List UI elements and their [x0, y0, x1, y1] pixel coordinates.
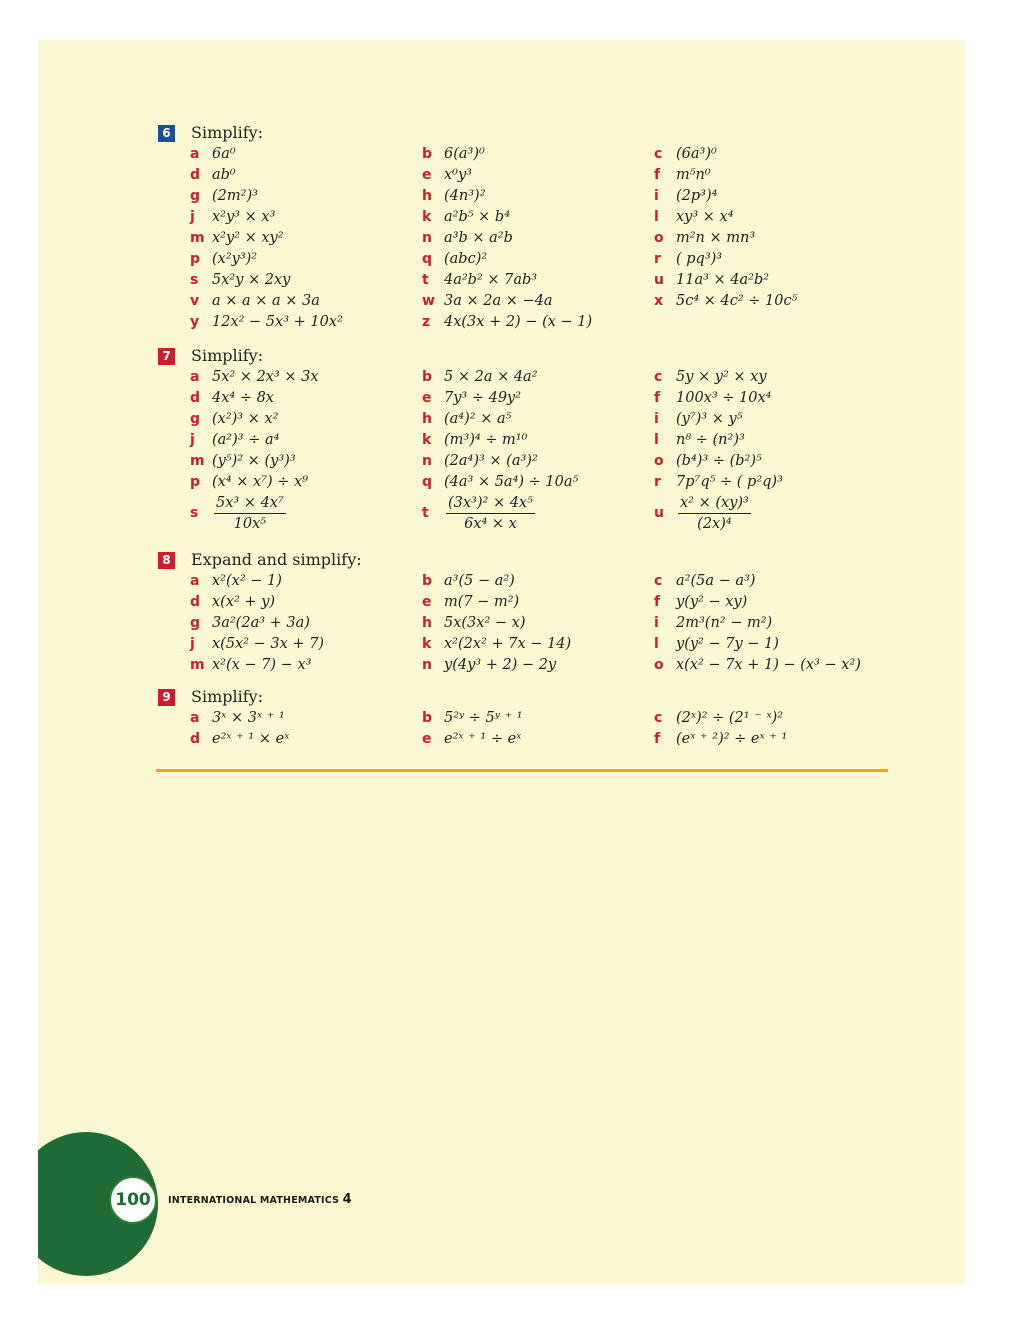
exercise-item-l [654, 634, 779, 655]
item-expression: 4a²b² × 7ab³ [444, 272, 538, 288]
fraction-row [158, 493, 898, 537]
exercise-item-c [654, 571, 755, 592]
item-expression: (a²)³ ÷ a⁴ [212, 432, 280, 448]
question-number-9: 9 [158, 689, 175, 706]
exercise-item-c [654, 708, 783, 729]
exercise-item-l [654, 207, 734, 228]
exercise-item-o [654, 655, 861, 676]
exercise-item-r [654, 472, 783, 493]
item-expression: (2p³)⁴ [676, 188, 718, 204]
item-label: f [654, 167, 661, 183]
item-expression: x(x² + y) [212, 594, 276, 610]
item-label: h [422, 411, 432, 427]
question-8 [158, 549, 898, 676]
item-expression: x²(x² − 1) [212, 573, 282, 589]
item-expression: 2m³(n² − m²) [676, 615, 773, 631]
item-expression: a × a × a × 3a [212, 293, 320, 309]
item-expression: (4n³)² [444, 188, 486, 204]
exercise-item-g [190, 613, 310, 634]
item-label: a [190, 573, 200, 589]
item-label: q [422, 474, 433, 490]
item-expression: (b⁴)³ ÷ (b²)⁵ [676, 453, 762, 469]
item-expression: xy³ × x⁴ [676, 209, 734, 225]
exercise-item-m [190, 655, 311, 676]
item-row [158, 592, 898, 613]
exercise-item-e [422, 165, 472, 186]
item-label: i [654, 188, 659, 204]
item-label: i [654, 411, 659, 427]
item-expression: x⁰y³ [444, 167, 472, 183]
item-label: e [422, 167, 432, 183]
item-row [158, 291, 898, 312]
item-expression: a²(5a − a³) [676, 573, 756, 589]
item-label: d [190, 594, 201, 610]
fraction [214, 493, 286, 534]
book-volume: 4 [342, 1192, 352, 1207]
item-row [158, 472, 898, 493]
item-label: m [190, 230, 205, 246]
item-label: x [654, 293, 664, 309]
item-label: u [654, 272, 664, 288]
exercise-item-b [422, 571, 515, 592]
item-label: j [190, 432, 195, 448]
exercise-item-f [654, 729, 787, 750]
item-label: l [654, 432, 659, 448]
item-row [158, 144, 898, 165]
exercise-item-f [654, 165, 711, 186]
question-items [158, 367, 898, 493]
question-items [158, 144, 898, 333]
item-expression: 5c⁴ × 4c² ÷ 10c⁵ [676, 293, 798, 309]
item-expression: (x²y³)² [212, 251, 258, 267]
item-label: f [654, 594, 661, 610]
item-label: e [422, 594, 432, 610]
item-expression: ( pq³)³ [676, 251, 723, 267]
item-row [158, 409, 898, 430]
exercise-item-a [190, 367, 319, 388]
exercise-item-i [654, 409, 743, 430]
exercise-item-s [190, 270, 290, 291]
exercise-item-a [190, 708, 285, 729]
item-label: b [422, 573, 433, 589]
item-label: j [190, 209, 195, 225]
item-label: b [422, 146, 433, 162]
item-expression: 6(a³)⁰ [444, 146, 485, 162]
exercise-item-h [422, 186, 486, 207]
item-row [158, 451, 898, 472]
item-expression: (x²)³ × x² [212, 411, 279, 427]
denominator: 6x⁴ × x [464, 516, 517, 532]
item-label: n [422, 230, 432, 246]
item-label: o [654, 453, 664, 469]
item-label: b [422, 369, 433, 385]
question-header [158, 345, 898, 367]
page [38, 40, 965, 1284]
item-expression: a²b⁵ × b⁴ [444, 209, 511, 225]
item-row [158, 207, 898, 228]
item-row [158, 430, 898, 451]
question-number-8: 8 [158, 552, 175, 569]
item-expression: 100x³ ÷ 10x⁴ [676, 390, 772, 406]
exercise-item-c [654, 367, 767, 388]
item-label: i [654, 615, 659, 631]
denominator: 10x⁵ [233, 516, 267, 532]
question-number-6: 6 [158, 125, 175, 142]
item-expression: (eˣ ⁺ ²)² ÷ eˣ ⁺ ¹ [676, 731, 788, 747]
question-title: Expand and simplify: [191, 550, 362, 569]
item-row [158, 270, 898, 291]
item-label: b [422, 710, 433, 726]
exercise-item-d [190, 165, 236, 186]
exercise-item-k [422, 634, 571, 655]
item-row [158, 186, 898, 207]
question-title: Simplify: [191, 346, 264, 365]
item-expression: 11a³ × 4a²b² [676, 272, 770, 288]
item-expression: 7p⁷q⁵ ÷ ( p²q)³ [676, 474, 783, 490]
question-title: Simplify: [191, 687, 264, 706]
item-expression: 5x² × 2x³ × 3x [212, 369, 319, 385]
item-label: m [190, 453, 205, 469]
item-label: e [422, 390, 432, 406]
item-row [158, 571, 898, 592]
exercise-item-j [190, 634, 324, 655]
item-label: t [422, 505, 429, 521]
question-items [158, 571, 898, 676]
item-expression: 5x²y × 2xy [212, 272, 291, 288]
exercise-item-q [422, 472, 578, 493]
item-label: r [654, 474, 661, 490]
item-expression: y(y² − xy) [676, 594, 748, 610]
exercise-item-j [190, 207, 275, 228]
item-label: k [422, 636, 432, 652]
item-label: d [190, 731, 201, 747]
item-expression: 12x² − 5x³ + 10x² [212, 314, 343, 330]
item-expression: 4x⁴ ÷ 8x [212, 390, 274, 406]
question-title: Simplify: [191, 123, 264, 142]
item-row [158, 708, 898, 729]
exercise-item-e [422, 729, 521, 750]
item-label: m [190, 657, 205, 673]
page-number: 100 [109, 1176, 157, 1224]
item-expression: (m³)⁴ ÷ m¹⁰ [444, 432, 528, 448]
item-expression: 3a × 2a × −4a [444, 293, 553, 309]
item-expression: (6a³)⁰ [676, 146, 717, 162]
question-header [158, 122, 898, 144]
item-label: n [422, 453, 432, 469]
item-expression: 4x(3x + 2) − (x − 1) [444, 314, 593, 330]
item-expression: x(5x² − 3x + 7) [212, 636, 325, 652]
item-label: d [190, 390, 201, 406]
item-label: o [654, 657, 664, 673]
exercise-item-m [190, 228, 284, 249]
question-number-7: 7 [158, 348, 175, 365]
fraction [678, 493, 751, 534]
item-label: g [190, 411, 201, 427]
exercise-item-o [654, 451, 762, 472]
exercise-item-c [654, 144, 717, 165]
item-label: j [190, 636, 195, 652]
question-header [158, 686, 898, 708]
item-label: g [190, 615, 201, 631]
item-label: s [190, 505, 199, 521]
item-expression: x²(x − 7) − x³ [212, 657, 312, 673]
exercise-item-b [422, 708, 523, 729]
exercise-item-t [422, 270, 537, 291]
item-label: z [422, 314, 431, 330]
exercise-item-e [422, 388, 521, 409]
question-6 [158, 122, 898, 333]
exercise-item-f [654, 388, 771, 409]
item-label: k [422, 209, 432, 225]
item-label: e [422, 731, 432, 747]
item-expression: 5²ʸ ÷ 5ʸ ⁺ ¹ [444, 710, 523, 726]
exercise-item-n [422, 228, 513, 249]
exercise-item-w [422, 291, 553, 312]
item-label: n [422, 657, 432, 673]
item-expression: 3ˣ × 3ˣ ⁺ ¹ [212, 710, 285, 726]
item-expression: e²ˣ ⁺ ¹ ÷ eˣ [444, 731, 522, 747]
item-label: u [654, 505, 664, 521]
book-title-text: INTERNATIONAL MATHEMATICS [168, 1195, 340, 1206]
item-expression: 6a⁰ [212, 146, 236, 162]
item-expression: 5x(3x² − x) [444, 615, 526, 631]
item-expression: x(x² − 7x + 1) − (x³ − x²) [676, 657, 861, 673]
exercise-item-r [654, 249, 722, 270]
numerator: x² × (xy)³ [678, 493, 751, 514]
item-label: c [654, 369, 663, 385]
item-expression: x²y² × xy² [212, 230, 284, 246]
item-expression: a³(5 − a²) [444, 573, 515, 589]
question-items [158, 708, 898, 750]
exercise-item-g [190, 409, 278, 430]
item-expression: 5y × y² × xy [676, 369, 767, 385]
item-expression: y(y² − 7y − 1) [676, 636, 779, 652]
item-label: h [422, 615, 432, 631]
item-row [158, 367, 898, 388]
item-label: h [422, 188, 432, 204]
numerator: (3x³)² × 4x⁵ [446, 493, 535, 514]
exercise-item-k [422, 207, 510, 228]
item-row [158, 228, 898, 249]
item-label: v [190, 293, 200, 309]
item-label: a [190, 369, 200, 385]
item-expression: (2m²)³ [212, 188, 258, 204]
item-label: a [190, 146, 200, 162]
fraction [446, 493, 535, 534]
item-label: s [190, 272, 199, 288]
item-expression: x²(2x² + 7x − 14) [444, 636, 572, 652]
item-row [158, 634, 898, 655]
section-divider [156, 769, 888, 772]
exercise-item-h [422, 613, 525, 634]
exercise-item-o [654, 228, 755, 249]
item-label: g [190, 188, 201, 204]
item-label: a [190, 710, 200, 726]
exercise-item-p [190, 472, 308, 493]
book-title [168, 1192, 352, 1207]
exercise-item-e [422, 592, 519, 613]
exercise-item-q [422, 249, 487, 270]
exercise-item-d [190, 592, 275, 613]
exercise-item-m [190, 451, 296, 472]
item-expression: (2a⁴)³ × (a³)² [444, 453, 538, 469]
question-header [158, 549, 898, 571]
item-expression: y(4y³ + 2) − 2y [444, 657, 557, 673]
item-label: t [422, 272, 429, 288]
item-label: p [190, 474, 201, 490]
item-label: d [190, 167, 201, 183]
item-row [158, 729, 898, 750]
exercise-item-x [654, 291, 797, 312]
exercise-item-j [190, 430, 279, 451]
item-label: c [654, 146, 663, 162]
item-expression: x²y³ × x³ [212, 209, 276, 225]
item-label: l [654, 209, 659, 225]
item-label: o [654, 230, 664, 246]
exercise-item-d [190, 729, 289, 750]
question-7 [158, 345, 898, 537]
question-9 [158, 686, 898, 750]
exercise-item-n [422, 451, 538, 472]
exercise-item-u [654, 270, 769, 291]
exercise-item-z [422, 312, 592, 333]
item-expression: a³b × a²b [444, 230, 513, 246]
item-label: y [190, 314, 200, 330]
item-expression: (a⁴)² × a⁵ [444, 411, 512, 427]
item-label: l [654, 636, 659, 652]
item-label: r [654, 251, 661, 267]
item-label: q [422, 251, 433, 267]
exercise-item-a [190, 144, 236, 165]
exercise-item-k [422, 430, 527, 451]
item-row [158, 165, 898, 186]
item-expression: (x⁴ × x⁷) ÷ x⁹ [212, 474, 309, 490]
exercise-item-a [190, 571, 282, 592]
exercise-item-n [422, 655, 556, 676]
item-label: w [422, 293, 435, 309]
item-expression: (y⁵)² × (y³)³ [212, 453, 296, 469]
item-label: f [654, 390, 661, 406]
item-expression: m⁵n⁰ [676, 167, 711, 183]
exercise-item-v [190, 291, 320, 312]
item-expression: e²ˣ ⁺ ¹ × eˣ [212, 731, 290, 747]
item-label: c [654, 710, 663, 726]
item-expression: (2ˣ)² ÷ (2¹ ⁻ ˣ)² [676, 710, 784, 726]
item-label: k [422, 432, 432, 448]
item-expression: m²n × mn³ [676, 230, 756, 246]
exercise-item-i [654, 613, 772, 634]
exercise-item-y [190, 312, 343, 333]
item-row [158, 613, 898, 634]
exercise-item-b [422, 367, 538, 388]
item-expression: 5 × 2a × 4a² [444, 369, 538, 385]
exercise-item-f [654, 592, 747, 613]
denominator: (2x)⁴ [697, 516, 732, 532]
exercise-item-b [422, 144, 485, 165]
item-expression: n⁸ ÷ (n²)³ [676, 432, 745, 448]
exercise-item-h [422, 409, 511, 430]
item-row [158, 655, 898, 676]
exercise-item-d [190, 388, 274, 409]
item-expression: 3a²(2a³ + 3a) [212, 615, 310, 631]
numerator: 5x³ × 4x⁷ [214, 493, 286, 514]
item-row [158, 312, 898, 333]
exercise-item-l [654, 430, 745, 451]
exercise-item-g [190, 186, 258, 207]
item-row [158, 388, 898, 409]
exercise-item-p [190, 249, 257, 270]
item-label: c [654, 573, 663, 589]
item-label: p [190, 251, 201, 267]
item-label: f [654, 731, 661, 747]
item-expression: m(7 − m²) [444, 594, 520, 610]
item-expression: 7y³ ÷ 49y² [444, 390, 522, 406]
item-expression: ab⁰ [212, 167, 236, 183]
item-expression: (4a³ × 5a⁴) ÷ 10a⁵ [444, 474, 579, 490]
item-expression: (y⁷)³ × y⁵ [676, 411, 743, 427]
item-expression: (abc)² [444, 251, 488, 267]
item-row [158, 249, 898, 270]
exercise-item-i [654, 186, 717, 207]
